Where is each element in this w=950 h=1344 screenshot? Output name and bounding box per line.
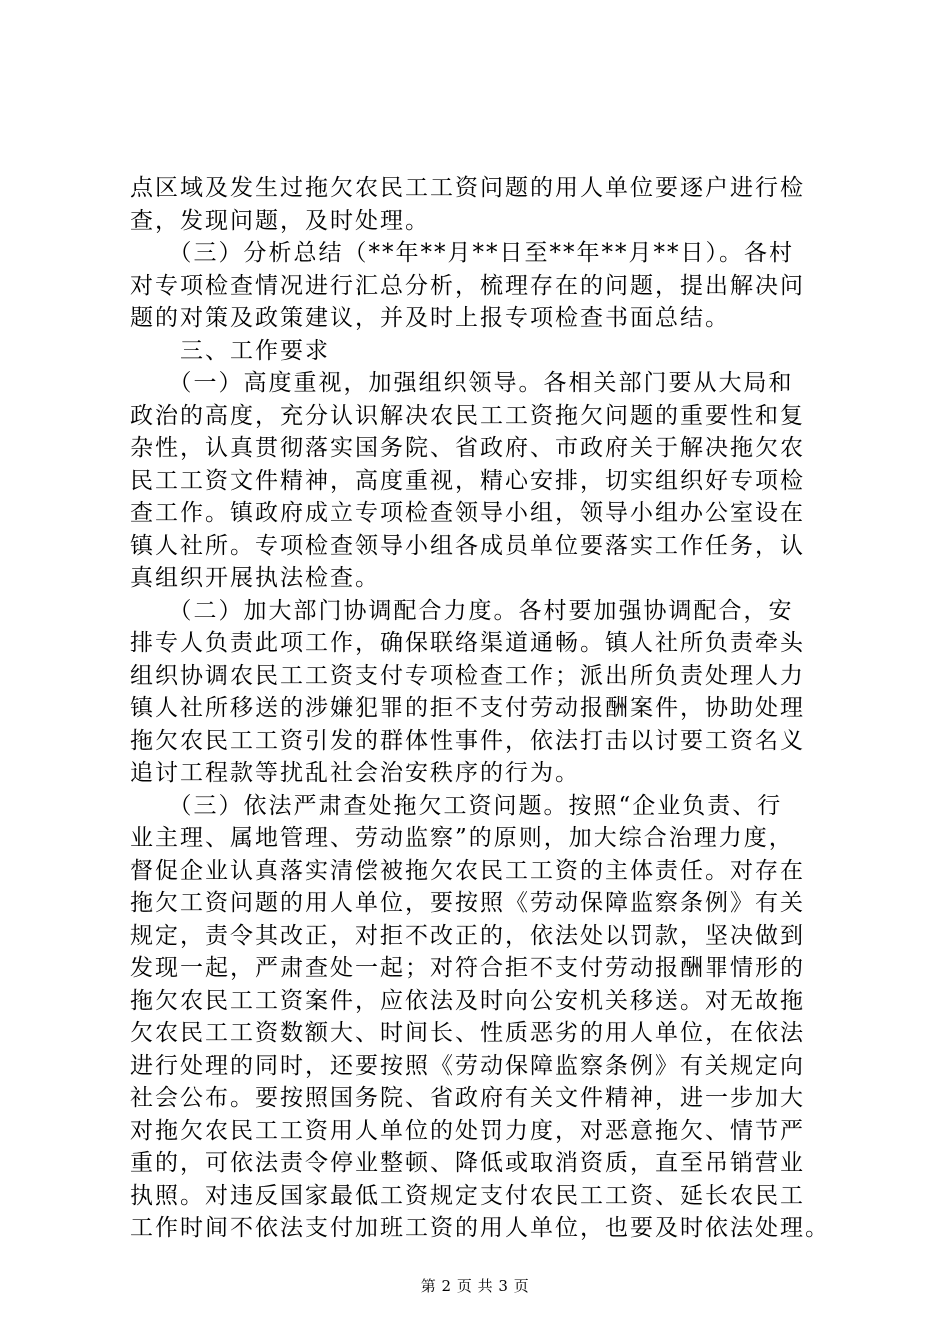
body-line: 对专项检查情况进行汇总分析，梳理存在的问题，提出解决问 <box>130 272 805 299</box>
body-line: 题的对策及政策建议，并及时上报专项检查书面总结。 <box>130 305 730 331</box>
body-line: 社会公布。要按照国务院、省政府有关文件精神，进一步加大 <box>130 1085 805 1111</box>
body-line: 拖欠工资问题的用人单位，要按照《劳动保障监察条例》有关 <box>130 890 805 916</box>
body-line: 镇人社所移送的涉嫌犯罪的拒不支付劳动报酬案件，协助处理 <box>130 695 805 721</box>
body-line: 业主理、属地管理、劳动监察”的原则，加大综合治理力度， <box>130 825 794 851</box>
body-line: 拖欠农民工工资引发的群体性事件，依法打击以讨要工资名义 <box>130 727 805 754</box>
body-line: 进行处理的同时，还要按照《劳动保障监察条例》有关规定向 <box>130 1052 805 1079</box>
body-line: 执照。对违反国家最低工资规定支付农民工工资、延长农民工 <box>130 1182 805 1209</box>
body-line: 查，发现问题，及时处理。 <box>130 207 430 234</box>
body-line: 督促企业认真落实清偿被拖欠农民工工资的主体责任。对存在 <box>130 857 805 884</box>
body-line: 政治的高度，充分认识解决农民工工资拖欠问题的重要性和复 <box>130 402 805 429</box>
body-line: 真组织开展执法检查。 <box>130 565 380 591</box>
section-heading: 三、工作要求 <box>130 337 330 364</box>
body-line: 追讨工程款等扰乱社会治安秩序的行为。 <box>130 760 580 786</box>
body-line: 发现一起，严肃查处一起；对符合拒不支付劳动报酬罪情形的 <box>130 955 805 981</box>
body-line: 查工作。镇政府成立专项检查领导小组，领导小组办公室设在 <box>130 500 805 526</box>
page-number-footer: 第 2 页 共 3 页 <box>420 1277 530 1295</box>
body-line: 工作时间不依法支付加班工资的用人单位，也要及时依法处理。 <box>130 1215 830 1241</box>
body-line: 杂性，认真贯彻落实国务院、省政府、市政府关于解决拖欠农 <box>130 435 805 461</box>
body-line: 点区域及发生过拖欠农民工工资问题的用人单位要逐户进行检 <box>130 175 805 201</box>
body-line: 民工工资文件精神，高度重视，精心安排，切实组织好专项检 <box>130 467 805 494</box>
body-line: 组织协调农民工工资支付专项检查工作；派出所负责处理人力 <box>130 662 805 689</box>
body-line: 拖欠农民工工资案件，应依法及时向公安机关移送。对无故拖 <box>130 987 805 1014</box>
body-line: 镇人社所。专项检查领导小组各成员单位要落实工作任务，认 <box>130 532 805 559</box>
body-line: （三）依法严肃查处拖欠工资问题。按照“企业负责、行 <box>130 792 783 819</box>
body-line: （一）高度重视，加强组织领导。各相关部门要从大局和 <box>130 370 794 396</box>
body-line: （二）加大部门协调配合力度。各村要加强协调配合，安 <box>130 597 794 624</box>
body-line: 规定，责令其改正，对拒不改正的，依法处以罚款，坚决做到 <box>130 922 805 949</box>
document-body <box>130 172 835 1245</box>
body-line: 排专人负责此项工作，确保联络渠道通畅。镇人社所负责牵头 <box>130 630 805 656</box>
body-line: 对拖欠农民工工资用人单位的处罚力度，对恶意拖欠、情节严 <box>130 1117 805 1144</box>
body-line: （三）分析总结（**年**月**日至**年**月**日）。各村 <box>130 240 794 266</box>
body-line: 欠农民工工资数额大、时间长、性质恶劣的用人单位，在依法 <box>130 1020 805 1046</box>
body-line: 重的，可依法责令停业整顿、降低或取消资质，直至吊销营业 <box>130 1150 805 1176</box>
